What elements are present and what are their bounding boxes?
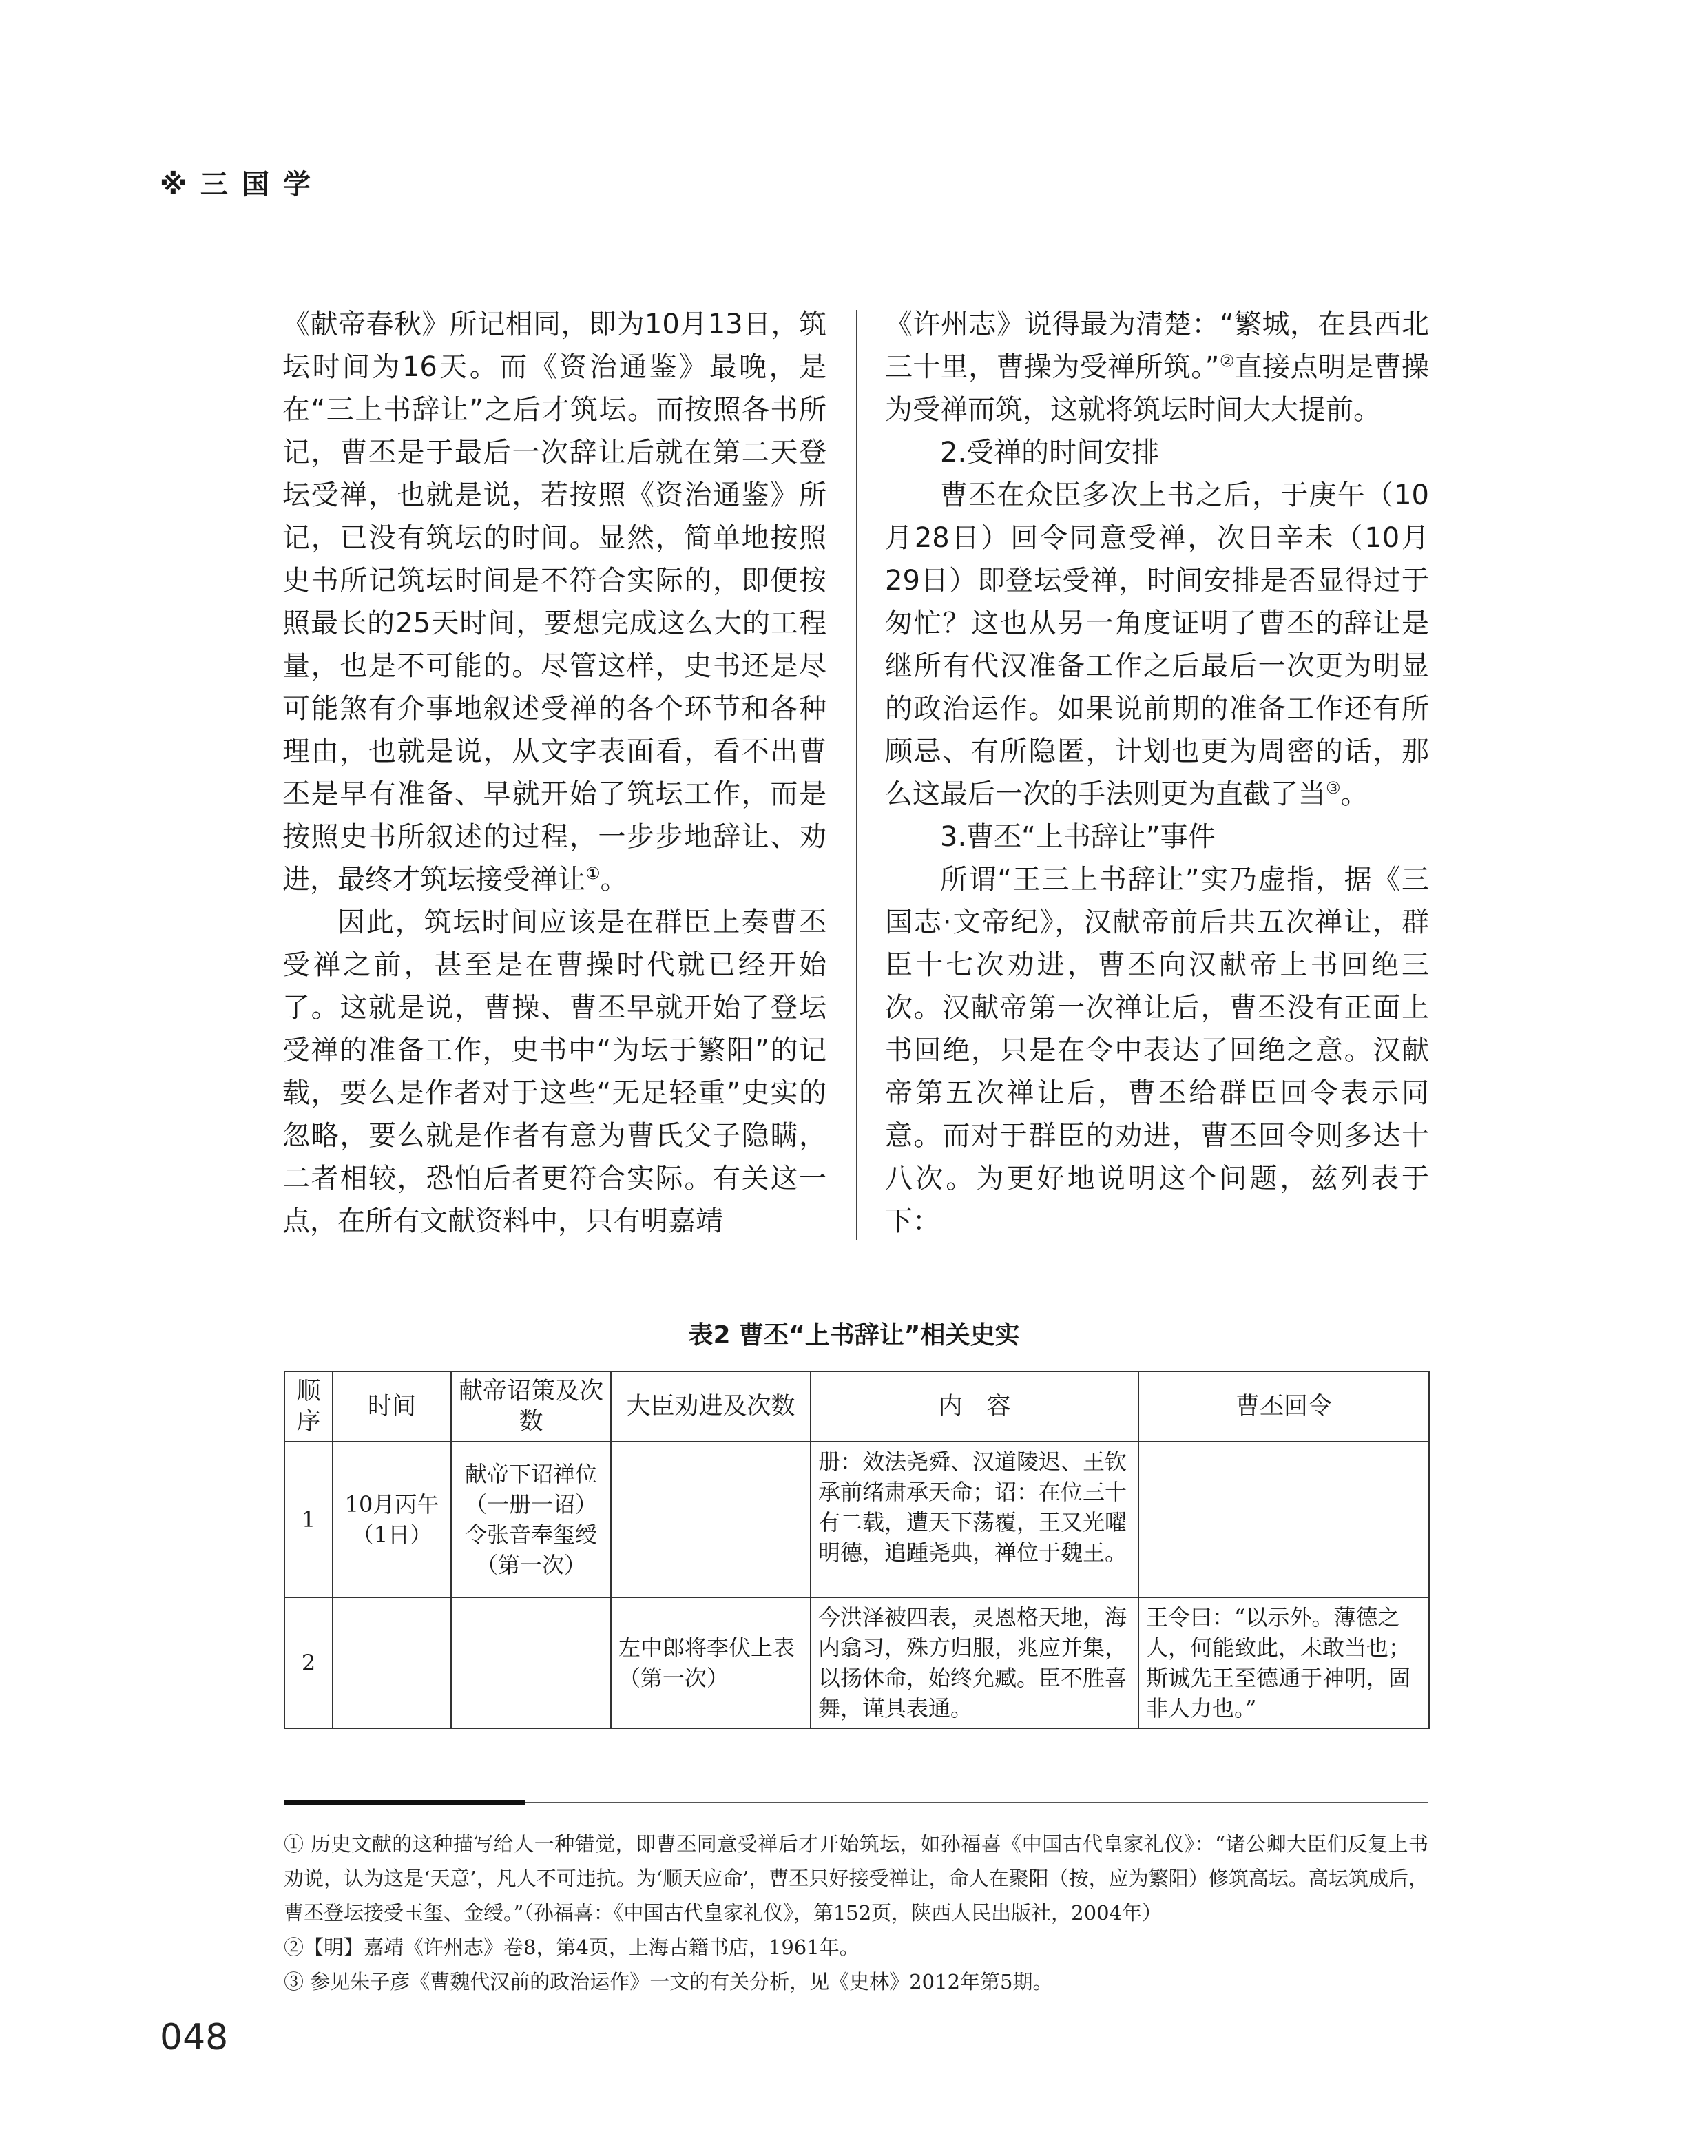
footnote-ref[interactable]: ② <box>1219 351 1235 371</box>
paragraph-text: 曹丕在众臣多次上书之后，于庚午（10月28日）回令同意受禅，次日辛未（10月29日）即登坛受禅，时间安排是否显得过于匆忙？这也从另一角度证明了曹丕的辞让是继所有代汉准备工作之后最后一次更为明显的政治运作。如果说前期的准备工作还有所顾忌、有所隐匿，计划也更为周密的话，那么这最后一次的手法则更为直截了当 <box>885 479 1429 810</box>
footnote-rule-accent <box>284 1800 525 1805</box>
footnote-ref[interactable]: ③ <box>1326 778 1341 798</box>
cell-decree: 献帝下诏禅位（一册一诏）令张音奉玺绶（第一次） <box>451 1442 611 1597</box>
cell-seq: 2 <box>284 1597 333 1728</box>
left-text-column <box>282 303 826 1243</box>
cell-content: 册：效法尧舜、汉道陵迟、王钦承前绪肃承天命；诏：在位三十有二载，遭天下荡覆，王又光曜明德，追踵尧典，禅位于魏王。 <box>811 1442 1138 1597</box>
paragraph-text: 直接点明是曹操为受禅而筑，这就将筑坛时间大大提前。 <box>885 351 1429 426</box>
cell-seq: 1 <box>284 1442 333 1597</box>
journal-section-header: ※三国学 <box>160 169 324 200</box>
right-text-column <box>885 303 1429 1243</box>
paragraph <box>885 474 1429 816</box>
header-decree: 献帝诏策及次数 <box>451 1371 611 1442</box>
footnote-ref[interactable]: ① <box>585 864 601 883</box>
cell-time <box>333 1597 451 1728</box>
column-divider <box>856 310 857 1240</box>
paragraph-end: 。 <box>1340 778 1368 810</box>
header-minister: 大臣劝进及次数 <box>611 1371 811 1442</box>
page-number: 048 <box>160 2017 229 2058</box>
paragraph-text: 《献帝春秋》所记相同，即为10月13日，筑坛时间为16天。而《资治通鉴》最晚，是在“三上书辞让”之后才筑坛。而按照各书所记，曹丕是于最后一次辞让后就在第二天登坛受禅，也就是说，若按照《资治通鉴》所记，已没有筑坛的时间。显然，简单地按照史书所记筑坛时间是不符合实际的，即便按照最长的25天时间，要想完成这么大的工程量，也是不可能的。尽管这样，史书还是尽可能煞有介事地叙述受禅的各个环节和各种理由，也就是说，从文字表面看，看不出曹丕是早有准备、早就开始了筑坛工作，而是按照史书所叙述的过程，一步步地辞让、劝进，最终才筑坛接受禅让 <box>282 309 826 895</box>
cell-minister: 左中郎将李伏上表（第一次） <box>611 1597 811 1728</box>
paragraph-text: 《许州志》说得最为清楚：“繁城，在县西北三十里，曹操为受禅所筑。” <box>885 309 1429 383</box>
cell-minister <box>611 1442 811 1597</box>
cell-content: 今洪泽被四表，灵恩格天地，海内翕习，殊方归服，兆应并集，以扬休命，始终允臧。臣不胜喜舞，谨具表通。 <box>811 1597 1138 1728</box>
header-content: 内 容 <box>811 1371 1138 1442</box>
footnote-2: ②【明】嘉靖《许州志》卷8，第4页，上海古籍书店，1961年。 <box>284 1936 860 1959</box>
section-heading: 3.曹丕“上书辞让”事件 <box>940 821 1216 853</box>
paragraph-end: 。 <box>600 864 628 895</box>
footnotes <box>284 1827 1428 1999</box>
cell-reply: 王令曰：“以示外。薄德之人，何能致此，未敢当也；斯诚先王至德通于神明，固非人力也。” <box>1138 1597 1429 1728</box>
footnote-rule <box>525 1802 1428 1803</box>
section-heading: 2.受禅的时间安排 <box>940 437 1160 468</box>
cell-time: 10月丙午（1日） <box>333 1442 451 1597</box>
table-header-row <box>284 1371 1429 1442</box>
table-caption: 表2 曹丕“上书辞让”相关史实 <box>688 1321 1020 1349</box>
footnote-1: ① 历史文献的这种描写给人一种错觉，即曹丕同意受禅后才开始筑坛，如孙福喜《中国古代皇家礼仪》：“诸公卿大臣们反复上书劝说，认为这是‘天意’，凡人不可违抗。为‘顺天应命’，曹丕只好接受禅让，命人在聚阳（按，应为繁阳）修筑高坛。高坛筑成后，曹丕登坛接受玉玺、金绶。”（孙福喜：《中国古代皇家礼仪》，第152页，陕西人民出版社，2004年） <box>284 1832 1428 1925</box>
header-seq: 顺序 <box>284 1371 333 1442</box>
cell-reply <box>1138 1442 1429 1597</box>
table-row <box>284 1597 1429 1728</box>
header-reply: 曹丕回令 <box>1138 1371 1429 1442</box>
header-time: 时间 <box>333 1371 451 1442</box>
history-table <box>284 1371 1430 1729</box>
footnote-3: ③ 参见朱子彦《曹魏代汉前的政治运作》一文的有关分析，见《史林》2012年第5期。 <box>284 1970 1053 1993</box>
table-row <box>284 1442 1429 1597</box>
paragraph <box>282 303 826 901</box>
cell-decree <box>451 1597 611 1728</box>
paragraph <box>885 303 1429 431</box>
paragraph: 因此，筑坛时间应该是在群臣上奏曹丕受禅之前，甚至是在曹操时代就已经开始了。这就是说，曹操、曹丕早就开始了登坛受禅的准备工作，史书中“为坛于繁阳”的记载，要么是作者对于这些“无足轻重”史实的忽略，要么就是作者有意为曹氏父子隐瞒，二者相较，恐怕后者更符合实际。有关这一点，在所有文献资料中，只有明嘉靖 <box>282 906 826 1237</box>
paragraph: 所谓“王三上书辞让”实乃虚指，据《三国志·文帝纪》，汉献帝前后共五次禅让，群臣十七次劝进，曹丕向汉献帝上书回绝三次。汉献帝第一次禅让后，曹丕没有正面上书回绝，只是在令中表达了回绝之意。汉献帝第五次禅让后，曹丕给群臣回令表示同意。而对于群臣的劝进，曹丕回令则多达十八次。为更好地说明这个问题，兹列表于下： <box>885 864 1429 1237</box>
